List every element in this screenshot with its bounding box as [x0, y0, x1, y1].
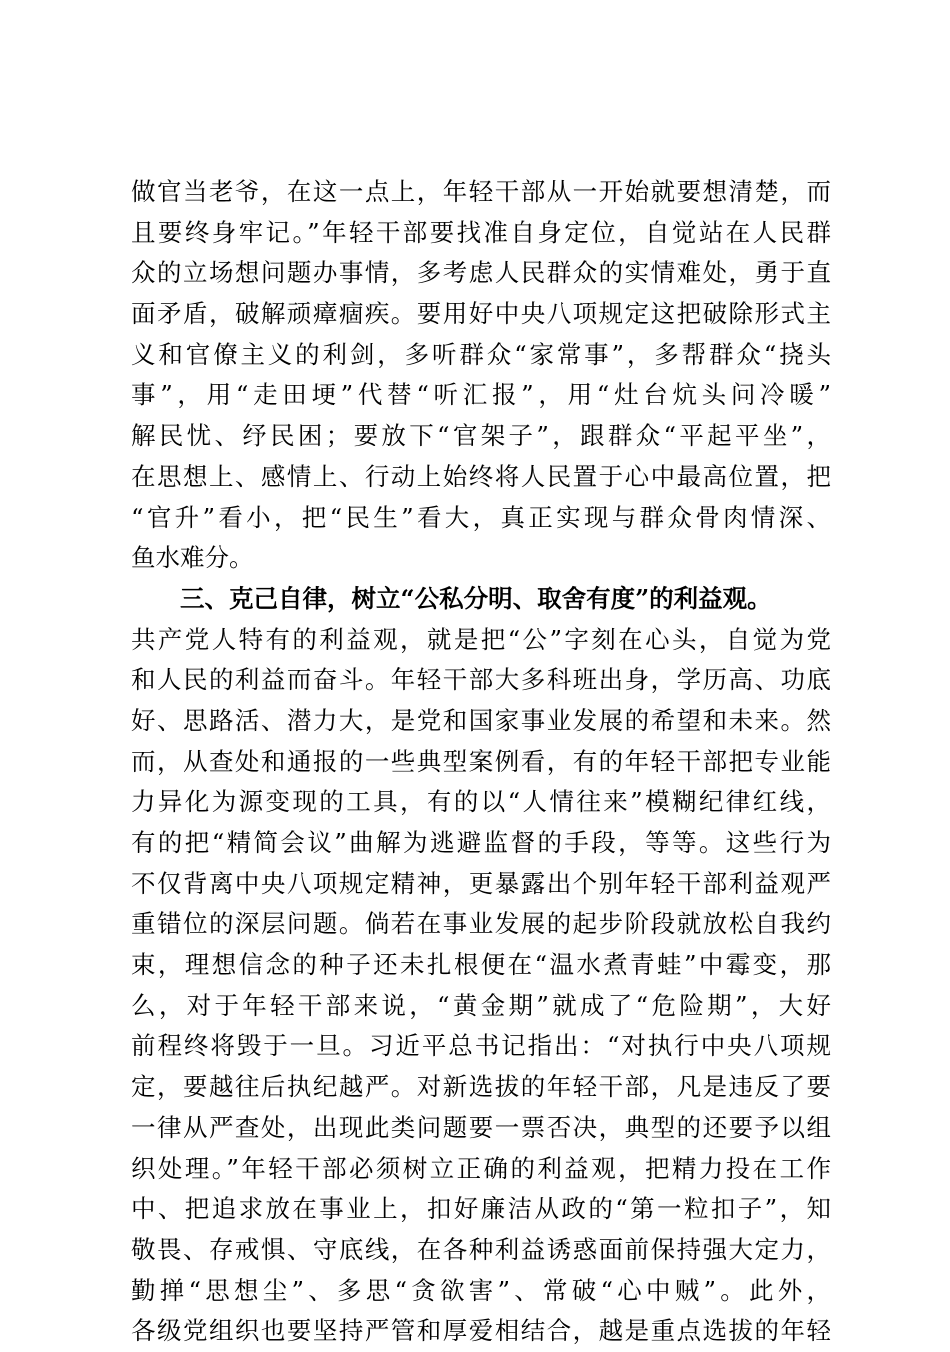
text-line: “官升”看小，把“民生”看大，真正实现与群众骨肉情深、 [131, 502, 831, 532]
text-line: 束，理想信念的种子还未扎根便在“温水煮青蛙”中霉变，那 [131, 950, 831, 980]
text-line: 好、思路活、潜力大，是党和国家事业发展的希望和未来。然 [131, 705, 831, 735]
text-line: 在思想上、感情上、行动上始终将人民置于心中最高位置，把 [131, 461, 831, 491]
paragraph-continued [131, 172, 831, 579]
text-line: 敬畏、存戒惧、守底线，在各种利益诱惑面前保持强大定力， [131, 1234, 831, 1264]
text-line: 事”，用“走田埂”代替“听汇报”，用“灶台炕头问冷暖” [131, 380, 831, 410]
text-line: 面矛盾，破解顽瘴痼疾。要用好中央八项规定这把破除形式主 [131, 299, 831, 329]
text-line: 解民忧、纾民困；要放下“官架子”，跟群众“平起平坐”， [131, 421, 831, 451]
text-line: 一律从严查处，出现此类问题要一票否决，典型的还要予以组 [131, 1112, 831, 1142]
text-line: 不仅背离中央八项规定精神，更暴露出个别年轻干部利益观严 [131, 868, 831, 898]
text-line: 么，对于年轻干部来说，“黄金期”就成了“危险期”，大好 [131, 990, 831, 1020]
text-line: 和人民的利益而奋斗。年轻干部大多科班出身，学历高、功底 [131, 665, 831, 695]
text-line: 勤掸“思想尘”、多思“贪欲害”、常破“心中贼”。此外， [131, 1275, 831, 1305]
text-line: 做官当老爷，在这一点上，年轻干部从一开始就要想清楚，而 [131, 177, 831, 206]
text-line: 各级党组织也要坚持严管和厚爱相结合，越是重点选拔的年轻 [131, 1316, 831, 1346]
text-line: 织处理。”年轻干部必须树立正确的利益观，把精力投在工作 [131, 1153, 831, 1183]
document-body [131, 172, 831, 1352]
text-line: 且要终身牢记。”年轻干部要找准自身定位，自觉站在人民群 [131, 217, 831, 247]
text-line: 共产党人特有的利益观，就是把“公”字刻在心头，自觉为党 [131, 624, 831, 654]
text-line: 重错位的深层问题。倘若在事业发展的起步阶段就放松自我约 [131, 909, 831, 939]
paragraph-section-three [131, 620, 831, 1352]
text-line: 前程终将毁于一旦。习近平总书记指出：“对执行中央八项规 [131, 1031, 831, 1061]
text-line: 有的把“精简会议”曲解为逃避监督的手段，等等。这些行为 [131, 828, 831, 857]
text-line: 鱼水难分。 [131, 543, 254, 573]
text-line: 义和官僚主义的利剑，多听群众“家常事”，多帮群众“挠头 [131, 339, 831, 369]
text-line: 众的立场想问题办事情，多考虑人民群众的实情难处，勇于直 [131, 258, 831, 288]
text-line: 力异化为源变现的工具，有的以“人情往来”模糊纪律红线， [131, 787, 831, 817]
text-line: 中、把追求放在事业上，扣好廉洁从政的“第一粒扣子”，知 [131, 1194, 831, 1224]
section-heading: 三、克己自律，树立“公私分明、取舍有度”的利益观。 [180, 583, 772, 613]
text-line: 而，从查处和通报的一些典型案例看，有的年轻干部把专业能 [131, 746, 831, 776]
text-line: 定，要越往后执纪越严。对新选拔的年轻干部，凡是违反了要 [131, 1072, 831, 1102]
